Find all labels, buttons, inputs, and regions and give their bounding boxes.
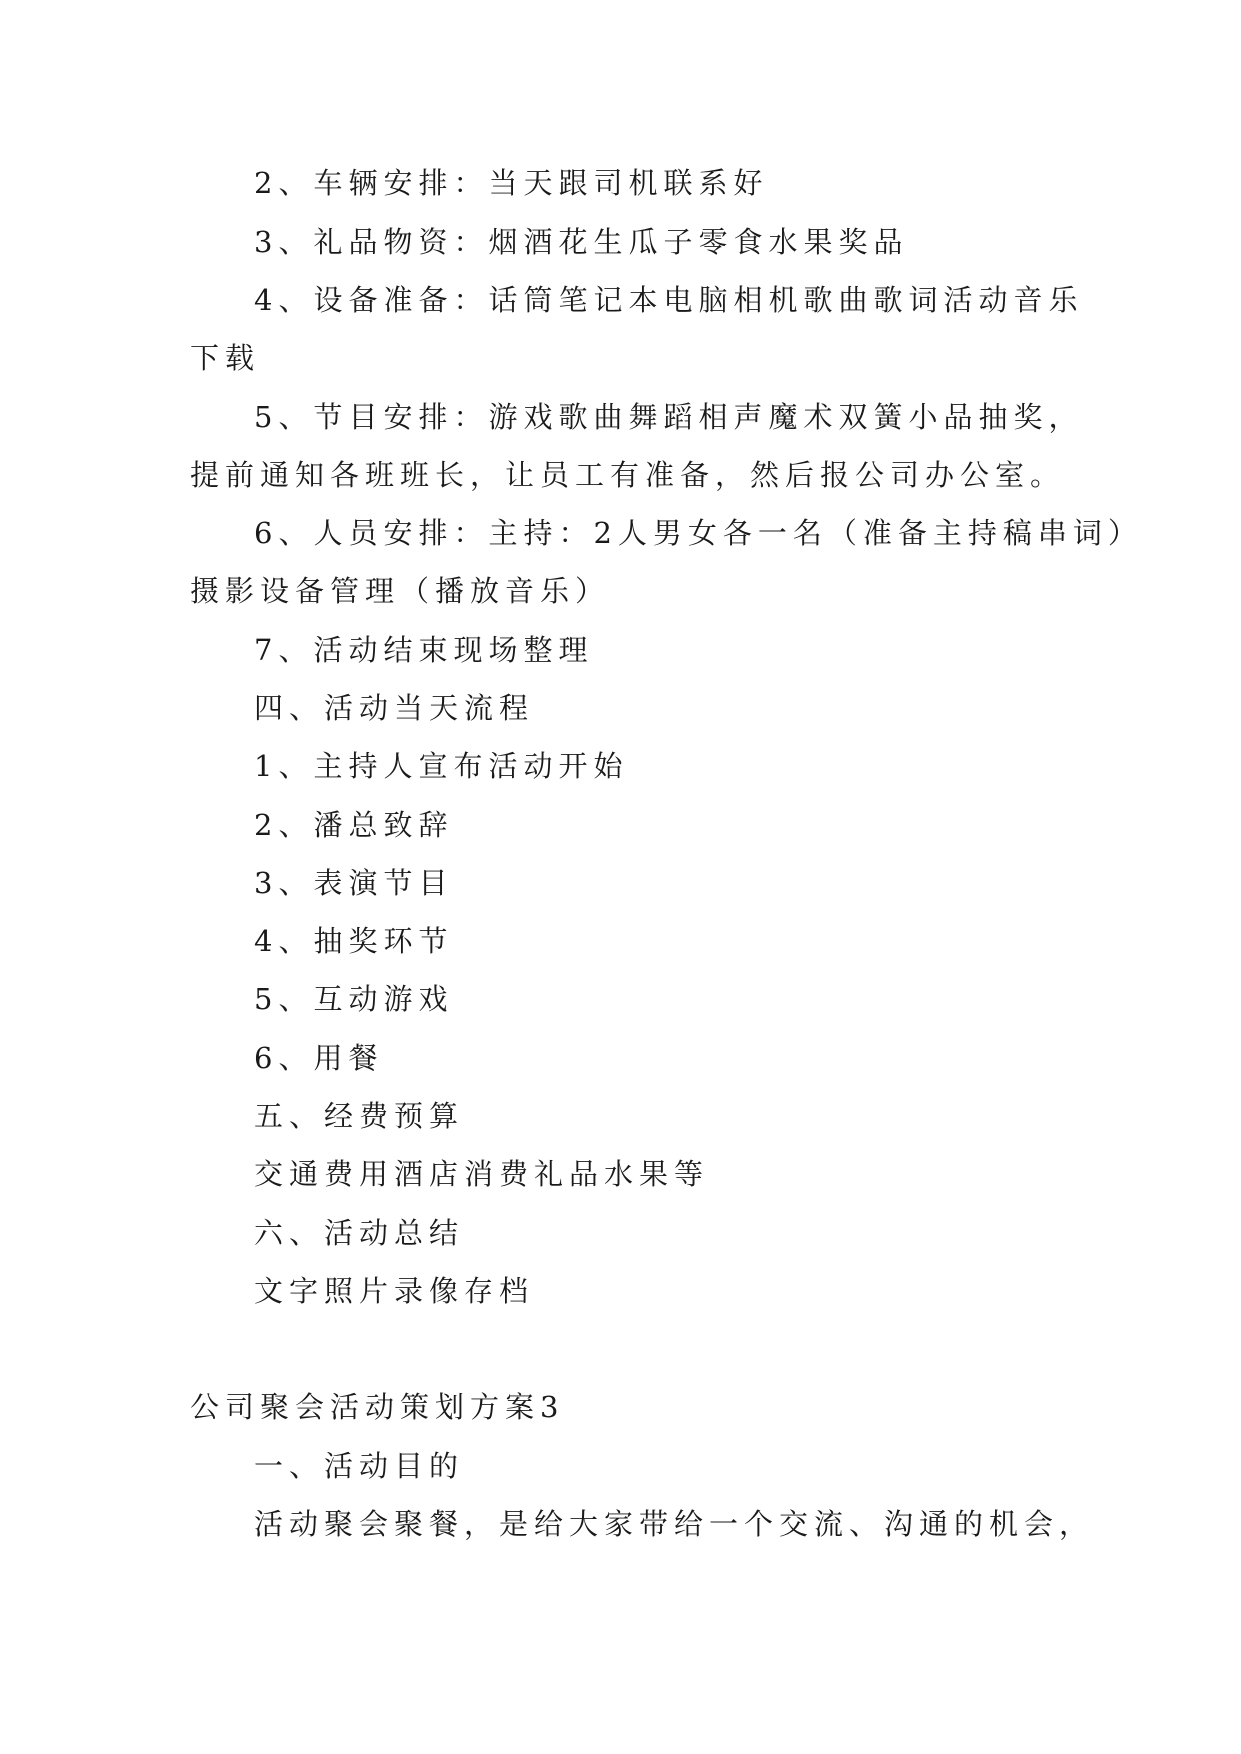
- text-line: 下载: [190, 341, 261, 375]
- section-heading: 四、活动当天流程: [254, 691, 535, 725]
- text-line: 2、潘总致辞: [254, 808, 454, 842]
- text-line: 活动聚会聚餐，是给大家带给一个交流、沟通的机会，: [254, 1507, 1095, 1541]
- text-line: 2、车辆安排：当天跟司机联系好: [254, 166, 769, 200]
- text-line: 摄影设备管理（播放音乐）: [190, 574, 611, 608]
- text-line: 5、互动游戏: [254, 982, 454, 1016]
- text-line: 3、礼品物资：烟酒花生瓜子零食水果奖品: [254, 225, 909, 259]
- text-line: 5、节目安排：游戏歌曲舞蹈相声魔术双簧小品抽奖，: [254, 400, 1084, 434]
- text-line: 4、设备准备：话筒笔记本电脑相机歌曲歌词活动音乐: [254, 283, 1084, 317]
- text-line: 1、主持人宣布活动开始: [254, 749, 629, 783]
- section-heading: 一、活动目的: [254, 1449, 465, 1483]
- text-line: 3、表演节目: [254, 866, 454, 900]
- section-heading: 六、活动总结: [254, 1216, 465, 1250]
- text-line: 6、用餐: [254, 1041, 384, 1075]
- text-line: 7、活动结束现场整理: [254, 633, 594, 667]
- text-line: 4、抽奖环节: [254, 924, 454, 958]
- text-line: 提前通知各班班长，让员工有准备，然后报公司办公室。: [190, 458, 1066, 492]
- text-line: 6、人员安排：主持：2人男女各一名（准备主持稿串词）: [254, 516, 1143, 550]
- section-heading: 五、经费预算: [254, 1099, 465, 1133]
- text-line: 交通费用酒店消费礼品水果等: [254, 1157, 710, 1191]
- text-line: 文字照片录像存档: [254, 1274, 535, 1308]
- document-title: 公司聚会活动策划方案3: [190, 1390, 565, 1424]
